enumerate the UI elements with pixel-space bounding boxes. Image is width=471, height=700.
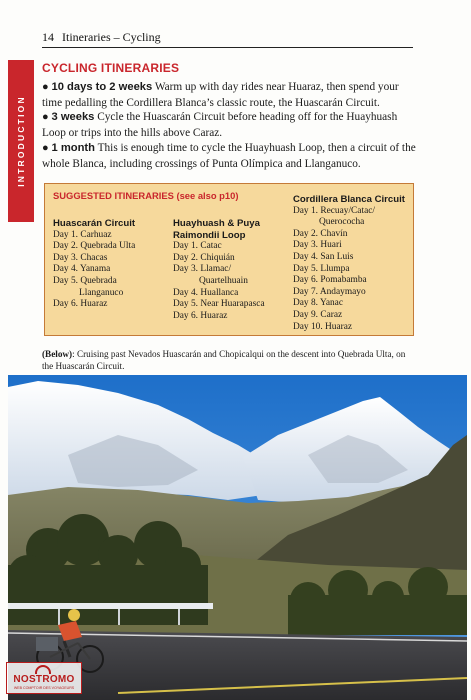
paragraph-text: Warm up with day rides near Huaraz, then spend your time pedalling the Cordillera Blanca’s classic route, the Huascarán Circuit. xyxy=(42,81,399,109)
section-title: CYCLING ITINERARIES xyxy=(42,61,180,75)
day-item-continued: Quartelhuain xyxy=(199,275,248,286)
itinerary-paragraph xyxy=(42,141,417,172)
itinerary-paragraph xyxy=(42,110,417,141)
day-item: Day 6. Huaraz xyxy=(53,299,108,310)
paragraph-text: Cycle the Huascarán Circuit before heading off for the Huayhuash Loop or trips into the hills above Caraz. xyxy=(42,111,398,139)
day-item: Day 6. Huaraz xyxy=(173,310,228,321)
side-tab-label: INTRODUCTION xyxy=(16,95,26,187)
day-item: Day 6. Pomabamba xyxy=(293,275,367,286)
day-item: Day 4. Huallanca xyxy=(173,287,239,298)
guard-rail-post xyxy=(118,609,120,625)
logo-name: NOSTROMO xyxy=(13,674,75,685)
logo-tagline: WEB COMPTOIR DES VOYAGEURS xyxy=(13,686,75,690)
page-number: 14 xyxy=(42,30,54,44)
day-item: Day 1. Recuay/Catac/ xyxy=(293,205,375,216)
photo-illustration xyxy=(8,375,467,700)
day-item: Day 1. Catac xyxy=(173,241,222,252)
suggested-itineraries-box xyxy=(44,183,414,336)
day-item: Day 5. Near Huarapasca xyxy=(173,299,265,310)
photo-caption xyxy=(42,348,417,372)
day-item: Day 2. Quebrada Ulta xyxy=(53,241,136,252)
caption-label: (Below) xyxy=(42,349,73,359)
itinerary-column-cordillera-blanca xyxy=(293,194,415,333)
paragraph-lead: 3 weeks xyxy=(51,111,95,123)
paragraph-lead: 1 month xyxy=(51,142,95,154)
day-item: Day 9. Caraz xyxy=(293,309,343,320)
day-item: Day 5. Quebrada xyxy=(53,275,117,286)
running-head-title: Itineraries – Cycling xyxy=(62,30,161,44)
section-side-tab xyxy=(8,60,34,222)
itinerary-column-huascaran xyxy=(53,218,163,311)
day-list xyxy=(53,230,163,311)
box-title: SUGGESTED ITINERARIES (see also p10) xyxy=(53,190,239,201)
itinerary-paragraph xyxy=(42,80,417,111)
column-heading: Huascarán Circuit xyxy=(53,218,136,229)
caption-text: : Cruising past Nevados Huascarán and Chopicalqui on the descent into Quebrada Ulta, on the Huascarán Circuit. xyxy=(42,349,406,372)
paragraph-lead: 10 days to 2 weeks xyxy=(51,81,153,93)
day-item: Day 1. Carhuaz xyxy=(53,229,112,240)
nostromo-logo xyxy=(6,662,82,694)
guard-rail-post xyxy=(58,609,60,625)
day-item: Day 8. Yanac xyxy=(293,298,343,309)
column-heading xyxy=(173,218,298,241)
header-divider xyxy=(42,47,413,48)
guard-rail-post xyxy=(178,609,180,625)
itinerary-column-huayhuash xyxy=(173,218,298,322)
day-list xyxy=(173,241,298,322)
column-heading-line: Raimondii Loop xyxy=(173,229,246,241)
bullet-icon: ● xyxy=(42,111,49,123)
paragraph-text: This is enough time to cycle the Huayhuash Loop, then a circuit of the whole Blanca, including crossings of Punta Olímpica and Llanganuco. xyxy=(42,142,416,170)
bullet-icon: ● xyxy=(42,142,49,154)
day-item: Day 4. Yanama xyxy=(53,264,111,275)
day-item-continued: Querococha xyxy=(319,217,365,228)
logo-arch-icon xyxy=(35,665,51,674)
day-item: Day 2. Chavín xyxy=(293,228,348,239)
day-item: Day 4. San Luis xyxy=(293,251,354,262)
day-item-continued: Llanganuco xyxy=(79,287,124,298)
day-item: Day 3. Chacas xyxy=(53,252,108,263)
running-header xyxy=(42,30,161,45)
column-heading: Cordillera Blanca Circuit xyxy=(293,194,405,205)
day-list xyxy=(293,206,415,334)
bullet-icon: ● xyxy=(42,81,49,93)
day-item: Day 10. Huaraz xyxy=(293,321,353,332)
day-item: Day 2. Chiquián xyxy=(173,252,235,263)
column-heading-line: Huayhuash & Puya xyxy=(173,218,260,229)
day-item: Day 3. Huari xyxy=(293,240,342,251)
day-item: Day 7. Andaymayo xyxy=(293,286,366,297)
day-item: Day 5. Llumpa xyxy=(293,263,350,274)
day-item: Day 3. Llamac/ xyxy=(173,264,232,275)
mountain-road-photo xyxy=(8,375,467,700)
guard-rail xyxy=(8,603,213,609)
